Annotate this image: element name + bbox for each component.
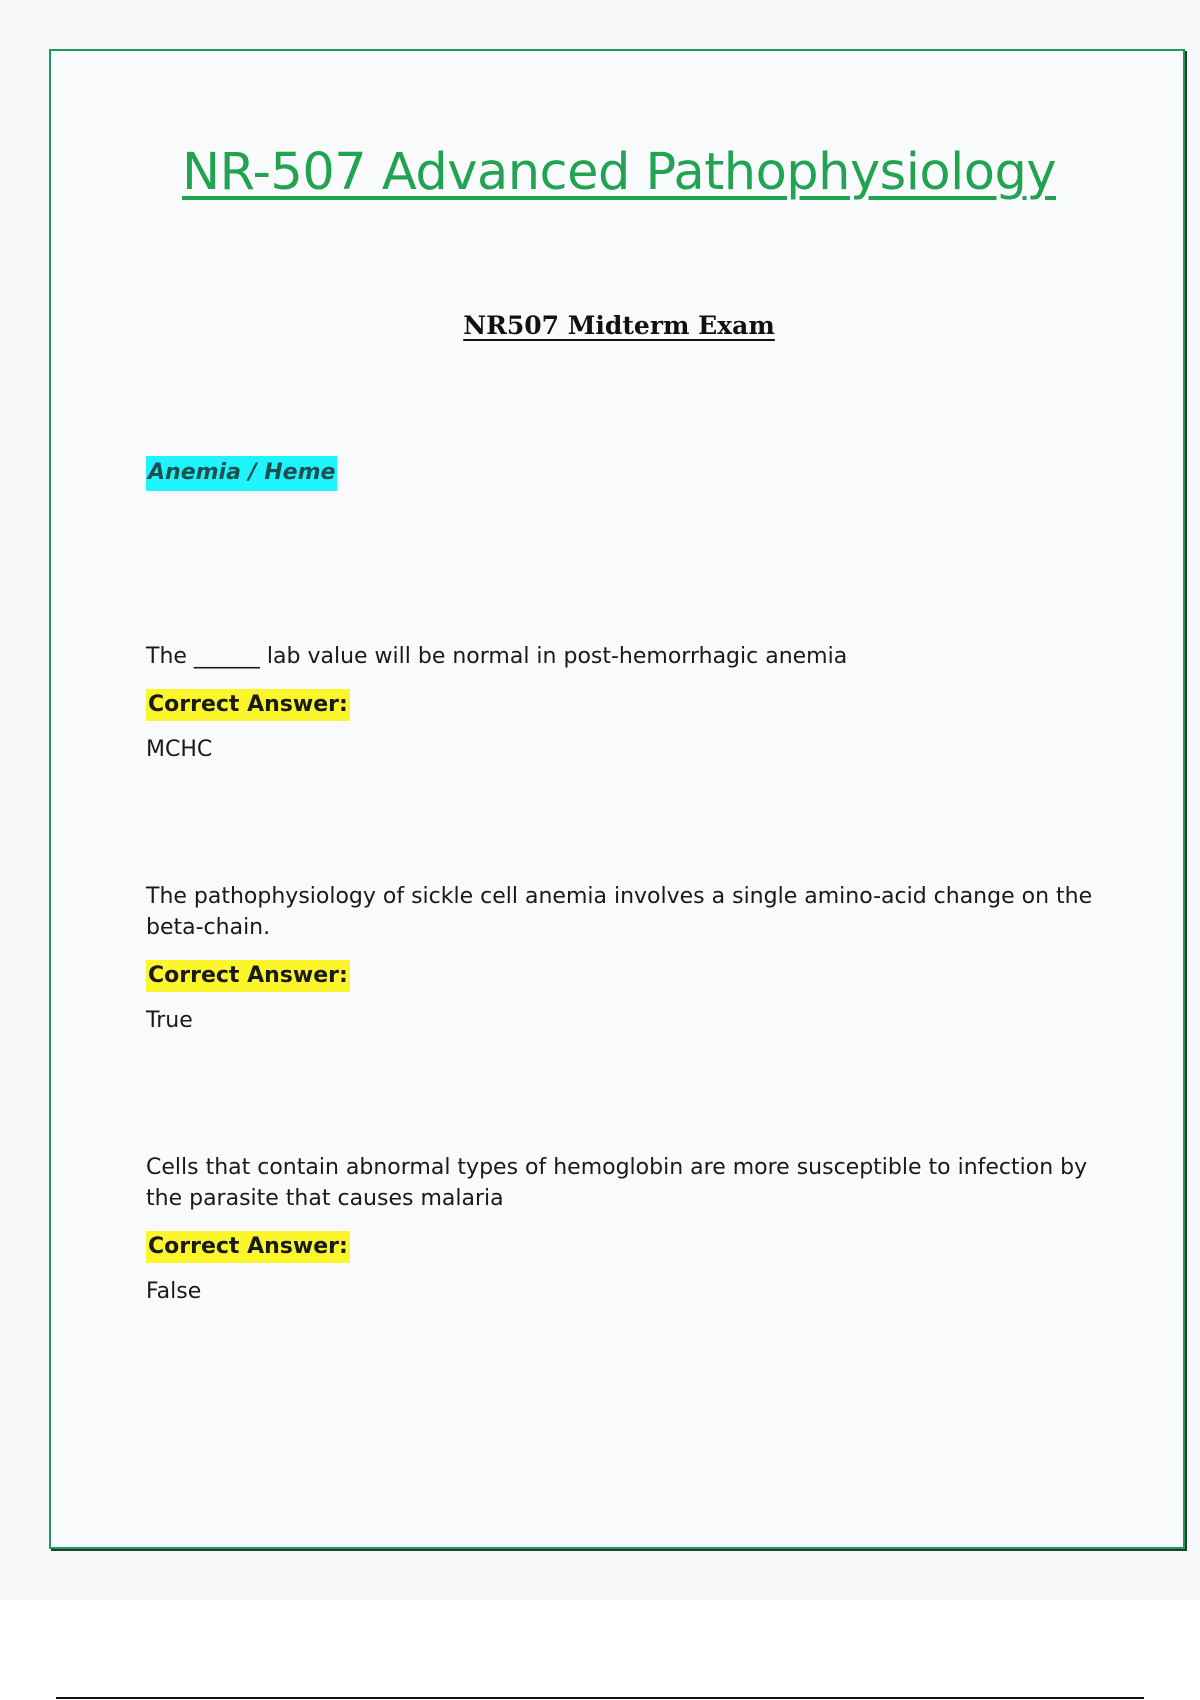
correct-answer-label: Correct Answer: [146, 689, 350, 721]
question-item [146, 1152, 1106, 1307]
answer-value: False [146, 1279, 202, 1304]
content-frame [49, 49, 1185, 1549]
section-tag: Anemia / Heme [146, 456, 337, 491]
correct-answer-label: Correct Answer: [146, 1231, 350, 1263]
course-title [51, 143, 1187, 202]
correct-answer-label: Correct Answer: [146, 960, 350, 992]
question-text: The ______ lab value will be normal in post-hemorrhagic anemia [146, 644, 848, 669]
question-item [146, 881, 1106, 1036]
question-text: Cells that contain abnormal types of hemoglobin are more susceptible to infection by the parasite that causes malaria [146, 1155, 1088, 1211]
page-bottom-divider [56, 1697, 1144, 1699]
exam-title [51, 311, 1187, 340]
answer-value: True [146, 1008, 193, 1033]
question-text: The pathophysiology of sickle cell anemia involves a single amino-acid change on the beta-chain. [146, 884, 1093, 940]
answer-value: MCHC [146, 737, 213, 762]
question-item [146, 641, 1106, 765]
exam-title-text: NR507 Midterm Exam [463, 311, 775, 340]
course-title-text: NR-507 Advanced Pathophysiology [181, 143, 1057, 202]
